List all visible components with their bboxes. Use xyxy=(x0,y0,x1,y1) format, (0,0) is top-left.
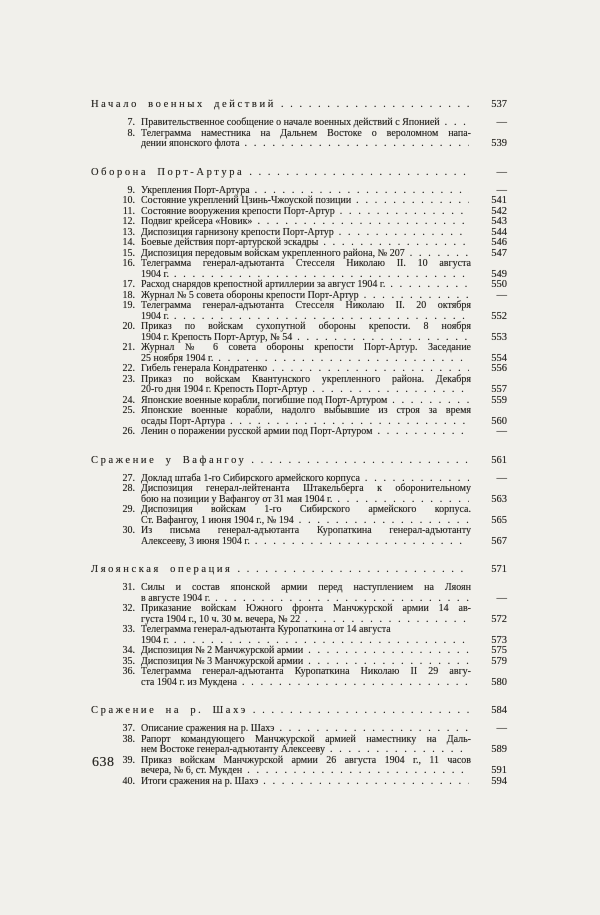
toc-entry-text: Диспозиция № 3 Манчжурской армии xyxy=(141,655,304,667)
toc-entry-last-line xyxy=(141,537,507,548)
toc-section xyxy=(91,162,507,438)
toc-entry xyxy=(91,259,507,280)
toc-entry-text: Гибель генерала Кондратенко xyxy=(141,363,268,374)
toc-entry xyxy=(91,667,507,688)
toc-entry-number: 22. xyxy=(122,363,135,374)
toc-entry-body xyxy=(141,196,507,207)
toc-entry-body xyxy=(141,604,507,625)
toc-entry-number: 26. xyxy=(122,426,135,437)
dot-leader xyxy=(251,450,469,468)
toc-entry-text-line: Из письма генерал-адъютанта Куропаткина генерал-адъютанту xyxy=(141,525,471,536)
toc-entry-text-line: Японские военные корабли, надолго выбывшие из строя за время xyxy=(141,405,471,416)
toc-entry-number: 18. xyxy=(122,289,135,301)
toc-entry xyxy=(91,777,507,788)
toc-entry xyxy=(91,118,507,129)
toc-entry-text: Правительственное сообщение о начале военных действий с Японией xyxy=(141,117,440,128)
toc-entry-body xyxy=(141,217,507,228)
toc-entry-text: Расход снарядов крепостной артиллерии за август 1904 г. xyxy=(141,279,386,290)
toc-section-page: — xyxy=(496,166,507,178)
toc-entry-body xyxy=(141,259,507,280)
toc-entry-body xyxy=(141,667,507,688)
toc-section-heading-row xyxy=(91,162,507,180)
toc-entry xyxy=(91,343,507,364)
toc-entry-page: 589 xyxy=(491,744,507,755)
toc-section xyxy=(91,559,507,688)
toc-entry-last-line xyxy=(141,217,507,228)
toc-entry-text-line: Телеграмма генерал-адъютанта Стесселя Николаю II. 20 октября xyxy=(141,300,471,311)
toc-entry xyxy=(91,484,507,505)
dot-leader xyxy=(340,207,469,218)
toc-section-page: 571 xyxy=(491,564,507,575)
toc-entry-text: ста 1904 г. из Мукдена xyxy=(141,676,237,688)
toc-entry-body xyxy=(141,364,507,375)
toc-entry-text: 20-го дня 1904 г. Крепость Порт-Артур xyxy=(141,384,308,395)
toc-entry-text: бою на позиции у Вафангоу от 31 мая 1904 г. xyxy=(141,493,333,505)
toc-entry-last-line xyxy=(141,280,507,291)
toc-entry-page: 594 xyxy=(491,775,507,787)
toc-entry-text: Состояние вооружения крепости Порт-Артур xyxy=(141,205,335,217)
toc-entry-number: 24. xyxy=(122,394,135,406)
dot-leader xyxy=(242,678,469,689)
toc-section-heading-row xyxy=(91,559,507,577)
toc-entry-last-line xyxy=(141,427,507,438)
toc-entry-body xyxy=(141,280,507,291)
toc-entry-page: — xyxy=(496,426,507,437)
toc-entry-body xyxy=(141,301,507,322)
toc-entry-body xyxy=(141,583,507,604)
toc-entry xyxy=(91,322,507,343)
toc-entry-text-line: Диспозиция генерал-лейтенанта Штакельберга к оборонительному xyxy=(141,483,471,494)
dot-leader xyxy=(281,94,469,112)
toc-entry xyxy=(91,301,507,322)
toc-entry-page: 559 xyxy=(491,394,507,406)
toc-entry xyxy=(91,526,507,547)
toc-entry-body xyxy=(141,375,507,396)
toc-entry-text: Боевые действия порт-артурской эскадры xyxy=(141,237,319,248)
toc-entry-number: 33. xyxy=(122,624,135,635)
toc-entry-text: Описание сражения на р. Шахэ xyxy=(141,723,275,734)
toc-entry-page: 541 xyxy=(491,195,507,206)
toc-entry xyxy=(91,364,507,375)
dot-leader xyxy=(308,646,469,657)
toc-entry-text: дении японского флота xyxy=(141,138,240,149)
toc-entry-number: 25. xyxy=(122,405,135,416)
toc-entry-text: Итоги сражения на р. Шахэ xyxy=(141,775,259,787)
toc-entry xyxy=(91,406,507,427)
toc-entry-page: 557 xyxy=(491,384,507,395)
toc-entry-page: 580 xyxy=(491,676,507,688)
toc-entry-number: 23. xyxy=(122,373,135,385)
toc-entry-number: 28. xyxy=(122,483,135,494)
toc-entry-page: 552 xyxy=(491,310,507,322)
dot-leader xyxy=(377,427,469,438)
toc-entry-body xyxy=(141,735,507,756)
toc-entry-text-line: Приказание войскам Южного фронта Манчжурской армии 14 ав- xyxy=(141,603,471,614)
dot-leader xyxy=(312,385,469,396)
toc-entry-last-line xyxy=(141,139,507,150)
dot-leader xyxy=(245,139,469,150)
toc-entry xyxy=(91,238,507,249)
toc-entry-last-line xyxy=(141,385,507,396)
dot-leader xyxy=(257,217,469,228)
toc-entry-body xyxy=(141,322,507,343)
toc-entry-page: — xyxy=(496,723,507,734)
toc-entry xyxy=(91,129,507,150)
toc-entry-text-line: Журнал № 6 совета обороны крепости Порт-Артур. Заседание xyxy=(141,342,471,353)
toc-entry-number: 31. xyxy=(122,582,135,593)
toc-entry-text: Доклад штаба 1-го Сибирского армейского корпуса xyxy=(141,472,360,484)
toc-entry-number: 8. xyxy=(127,127,135,139)
toc-entry-last-line xyxy=(141,238,507,249)
toc-entry-text-line: Приказ войскам Манчжурской армии 26 августа 1904 г., 11 часов xyxy=(141,754,471,766)
toc-section-page: 561 xyxy=(491,454,507,466)
toc-entry-body xyxy=(141,724,507,735)
toc-entry-number: 37. xyxy=(122,723,135,734)
toc-entry-number: 19. xyxy=(122,300,135,311)
toc-entry-page: 542 xyxy=(491,205,507,217)
toc-entry-number: 14. xyxy=(122,237,135,248)
toc-entry-last-line xyxy=(141,745,507,756)
dot-leader xyxy=(390,280,469,291)
toc-entry-body xyxy=(141,129,507,150)
toc-entry-text: нем Востоке генерал-адъютанту Алексееву xyxy=(141,744,325,755)
toc-entry xyxy=(91,646,507,657)
toc-section-page: 537 xyxy=(491,99,507,110)
toc-entry-page: 539 xyxy=(491,138,507,149)
toc-entry-last-line xyxy=(141,646,507,657)
dot-leader xyxy=(356,196,469,207)
toc-entry-last-line xyxy=(141,724,507,735)
toc-entry-text: Состояние укреплений Цзинь-Чжоуской позиции xyxy=(141,195,352,206)
toc-entry-text: осады Порт-Артура xyxy=(141,415,226,427)
toc-entry-body xyxy=(141,526,507,547)
toc-entry-last-line xyxy=(141,678,507,689)
toc-entry-text: густа 1904 г., 10 ч. 30 м. вечера, № 22 xyxy=(141,613,301,625)
toc-section xyxy=(91,94,507,150)
toc-entry-page: — xyxy=(496,184,507,196)
dot-leader xyxy=(249,162,469,180)
toc-section-title: Сражение у Вафангоу xyxy=(91,454,247,466)
toc-entry-number: 35. xyxy=(122,655,135,667)
toc-entry xyxy=(91,756,507,777)
toc-entry-page: — xyxy=(496,117,507,128)
toc-entry-text-line: Телеграмма генерал-адъютанта Куропаткина от 14 августа xyxy=(141,624,391,635)
toc-entry-number: 40. xyxy=(122,775,135,787)
toc-entry-body xyxy=(141,505,507,526)
toc-entry xyxy=(91,375,507,396)
toc-entry-page: 554 xyxy=(491,352,507,364)
toc-entry-page: — xyxy=(496,592,507,604)
toc-entry-page: 556 xyxy=(491,363,507,374)
toc-entry-page: 579 xyxy=(491,655,507,667)
toc-entry-number: 9. xyxy=(127,184,135,196)
toc-entry-body xyxy=(141,646,507,657)
toc-entry-text: Укрепления Порт-Артура xyxy=(141,184,250,196)
toc-entry-page: 563 xyxy=(491,493,507,505)
toc-entry-page: — xyxy=(496,472,507,484)
toc-entry-number: 7. xyxy=(127,117,135,128)
toc-entry-page: 549 xyxy=(491,268,507,280)
toc-entry-text: в августе 1904 г. xyxy=(141,592,211,604)
toc-entry xyxy=(91,583,507,604)
toc-entry-text: Диспозиция № 2 Манчжурской армии xyxy=(141,645,304,656)
toc-section-title: Начало военных действий xyxy=(91,99,276,110)
dot-leader xyxy=(445,118,469,129)
dot-leader xyxy=(247,766,469,777)
toc-entry-text: Ленин о поражении русской армии под Порт-Артуром xyxy=(141,426,373,437)
toc-entry-text-line: Приказ по войскам сухопутной обороны крепости. 8 ноября xyxy=(141,321,471,332)
dot-leader xyxy=(279,724,469,735)
toc-entry-text: 25 ноября 1904 г. xyxy=(141,352,214,364)
toc-entry-text-line: Телеграмма генерал-адъютанта Куропаткина Николаю II 29 авгу- xyxy=(141,666,471,677)
dot-leader xyxy=(255,537,469,548)
toc-entry-number: 15. xyxy=(122,247,135,259)
toc-entry-text: 1904 г. xyxy=(141,268,169,280)
toc-entry-number: 17. xyxy=(122,279,135,290)
page-number-folio: 638 xyxy=(92,755,115,770)
toc-entry-body xyxy=(141,625,507,646)
toc-entry-text: Подвиг крейсера «Новик» xyxy=(141,216,253,227)
toc-entry-body xyxy=(141,427,507,438)
toc-entry-number: 27. xyxy=(122,472,135,484)
toc-entry-last-line xyxy=(141,766,507,777)
toc-entry-text: Журнал № 5 совета обороны крепости Порт-Артур xyxy=(141,289,359,301)
toc-entry xyxy=(91,625,507,646)
toc-entry-page: 560 xyxy=(491,415,507,427)
toc-entry-page: 546 xyxy=(491,237,507,248)
toc-entry-number: 39. xyxy=(122,754,135,766)
toc-entry-text-line: Приказ по войскам Квантунского укрепленного района. Декабря xyxy=(141,373,471,385)
toc-section-heading-row xyxy=(91,450,507,468)
toc-entry-text: Диспозиция гарнизону крепости Порт-Артур xyxy=(141,226,334,238)
toc-entry xyxy=(91,427,507,438)
toc-entry-last-line xyxy=(141,364,507,375)
toc-entry-text-line: Телеграмма генерал-адъютанта Стесселя Николаю II. 10 августа xyxy=(141,258,471,269)
toc-entry-last-line xyxy=(141,777,507,788)
toc-entry-number: 20. xyxy=(122,321,135,332)
toc-entry-body xyxy=(141,238,507,249)
dot-leader xyxy=(237,559,469,577)
toc-entry-text: Японские военные корабли, погибшие под Порт-Артуром xyxy=(141,394,388,406)
toc-entry-number: 13. xyxy=(122,226,135,238)
dot-leader xyxy=(253,700,469,718)
toc-entry-text: 1904 г. xyxy=(141,310,169,322)
dot-leader xyxy=(272,364,469,375)
toc-entry-number: 34. xyxy=(122,645,135,656)
toc-entry-last-line xyxy=(141,118,507,129)
toc-entry-page: 575 xyxy=(491,645,507,656)
toc-entry-page: 553 xyxy=(491,331,507,343)
dot-leader xyxy=(263,777,469,788)
dot-leader xyxy=(323,238,469,249)
dot-leader xyxy=(339,228,469,239)
toc-entry-page: 543 xyxy=(491,216,507,227)
toc-entry-text: вечера, № 6, ст. Мукден xyxy=(141,765,243,776)
toc-entry xyxy=(91,724,507,735)
toc-entry xyxy=(91,280,507,291)
toc-entry-body xyxy=(141,343,507,364)
toc-entry-number: 29. xyxy=(122,504,135,515)
toc-entry-number: 12. xyxy=(122,216,135,227)
toc-entry-number: 10. xyxy=(122,195,135,206)
toc-entry-page: 573 xyxy=(491,634,507,646)
toc-section xyxy=(91,700,507,787)
toc-entry-text: 1904 г. xyxy=(141,634,169,646)
toc-section xyxy=(91,450,507,548)
toc-entry-text-line: Рапорт командующего Манчжурской армией наместнику на Даль- xyxy=(141,733,471,745)
toc-entry-page: 567 xyxy=(491,535,507,547)
toc xyxy=(91,94,507,787)
toc-entry-page: 544 xyxy=(491,226,507,238)
toc-entry-text-line: Силы и состав японской армии перед наступлением на Ляоян xyxy=(141,582,471,593)
toc-entry xyxy=(91,735,507,756)
toc-entry-page: 572 xyxy=(491,613,507,625)
toc-entry-text-line: Телеграмма наместника на Дальнем Востоке о вероломном напа- xyxy=(141,127,471,139)
toc-entry-number: 16. xyxy=(122,258,135,269)
toc-entry-number: 30. xyxy=(122,525,135,536)
toc-section-page: 584 xyxy=(491,705,507,716)
toc-section-title: Сражение на р. Шахэ xyxy=(91,705,248,716)
toc-entry-body xyxy=(141,118,507,129)
toc-entry-text: Алексееву, 3 июня 1904 г. xyxy=(141,535,250,547)
toc-section-title: Ляоянская операция xyxy=(91,564,233,575)
toc-entry-page: 547 xyxy=(491,247,507,259)
toc-entry xyxy=(91,217,507,228)
toc-entry xyxy=(91,196,507,207)
toc-entry-number: 36. xyxy=(122,666,135,677)
toc-entry-body xyxy=(141,777,507,788)
toc-entry xyxy=(91,604,507,625)
toc-section-title: Оборона Порт-Артура xyxy=(91,166,245,178)
toc-entry-last-line xyxy=(141,196,507,207)
dot-leader xyxy=(330,745,469,756)
toc-entry-text: 1904 г. Крепость Порт-Артур, № 54 xyxy=(141,331,293,343)
toc-entry-page: 591 xyxy=(491,765,507,776)
toc-entry-body xyxy=(141,484,507,505)
toc-entry-number: 38. xyxy=(122,733,135,745)
toc-entry-text: Диспозиция передовым войскам укрепленного района, № 207 xyxy=(141,247,405,259)
toc-entry-page: — xyxy=(496,289,507,301)
toc-entry-page: 565 xyxy=(491,514,507,526)
toc-entry-text-line: Диспозиция войскам 1-го Сибирского армейского корпуса. xyxy=(141,504,471,515)
toc-entry-body xyxy=(141,406,507,427)
toc-entry-body xyxy=(141,756,507,777)
toc-section-heading-row xyxy=(91,94,507,112)
toc-entry-text: Ст. Вафангоу, 1 июня 1904 г., № 194 xyxy=(141,514,294,526)
toc-entry xyxy=(91,505,507,526)
toc-entry-page: 550 xyxy=(491,279,507,290)
toc-section-heading-row xyxy=(91,700,507,718)
toc-entry-number: 11. xyxy=(122,205,135,217)
toc-entry-number: 21. xyxy=(122,342,135,353)
toc-entry-number: 32. xyxy=(122,603,135,614)
